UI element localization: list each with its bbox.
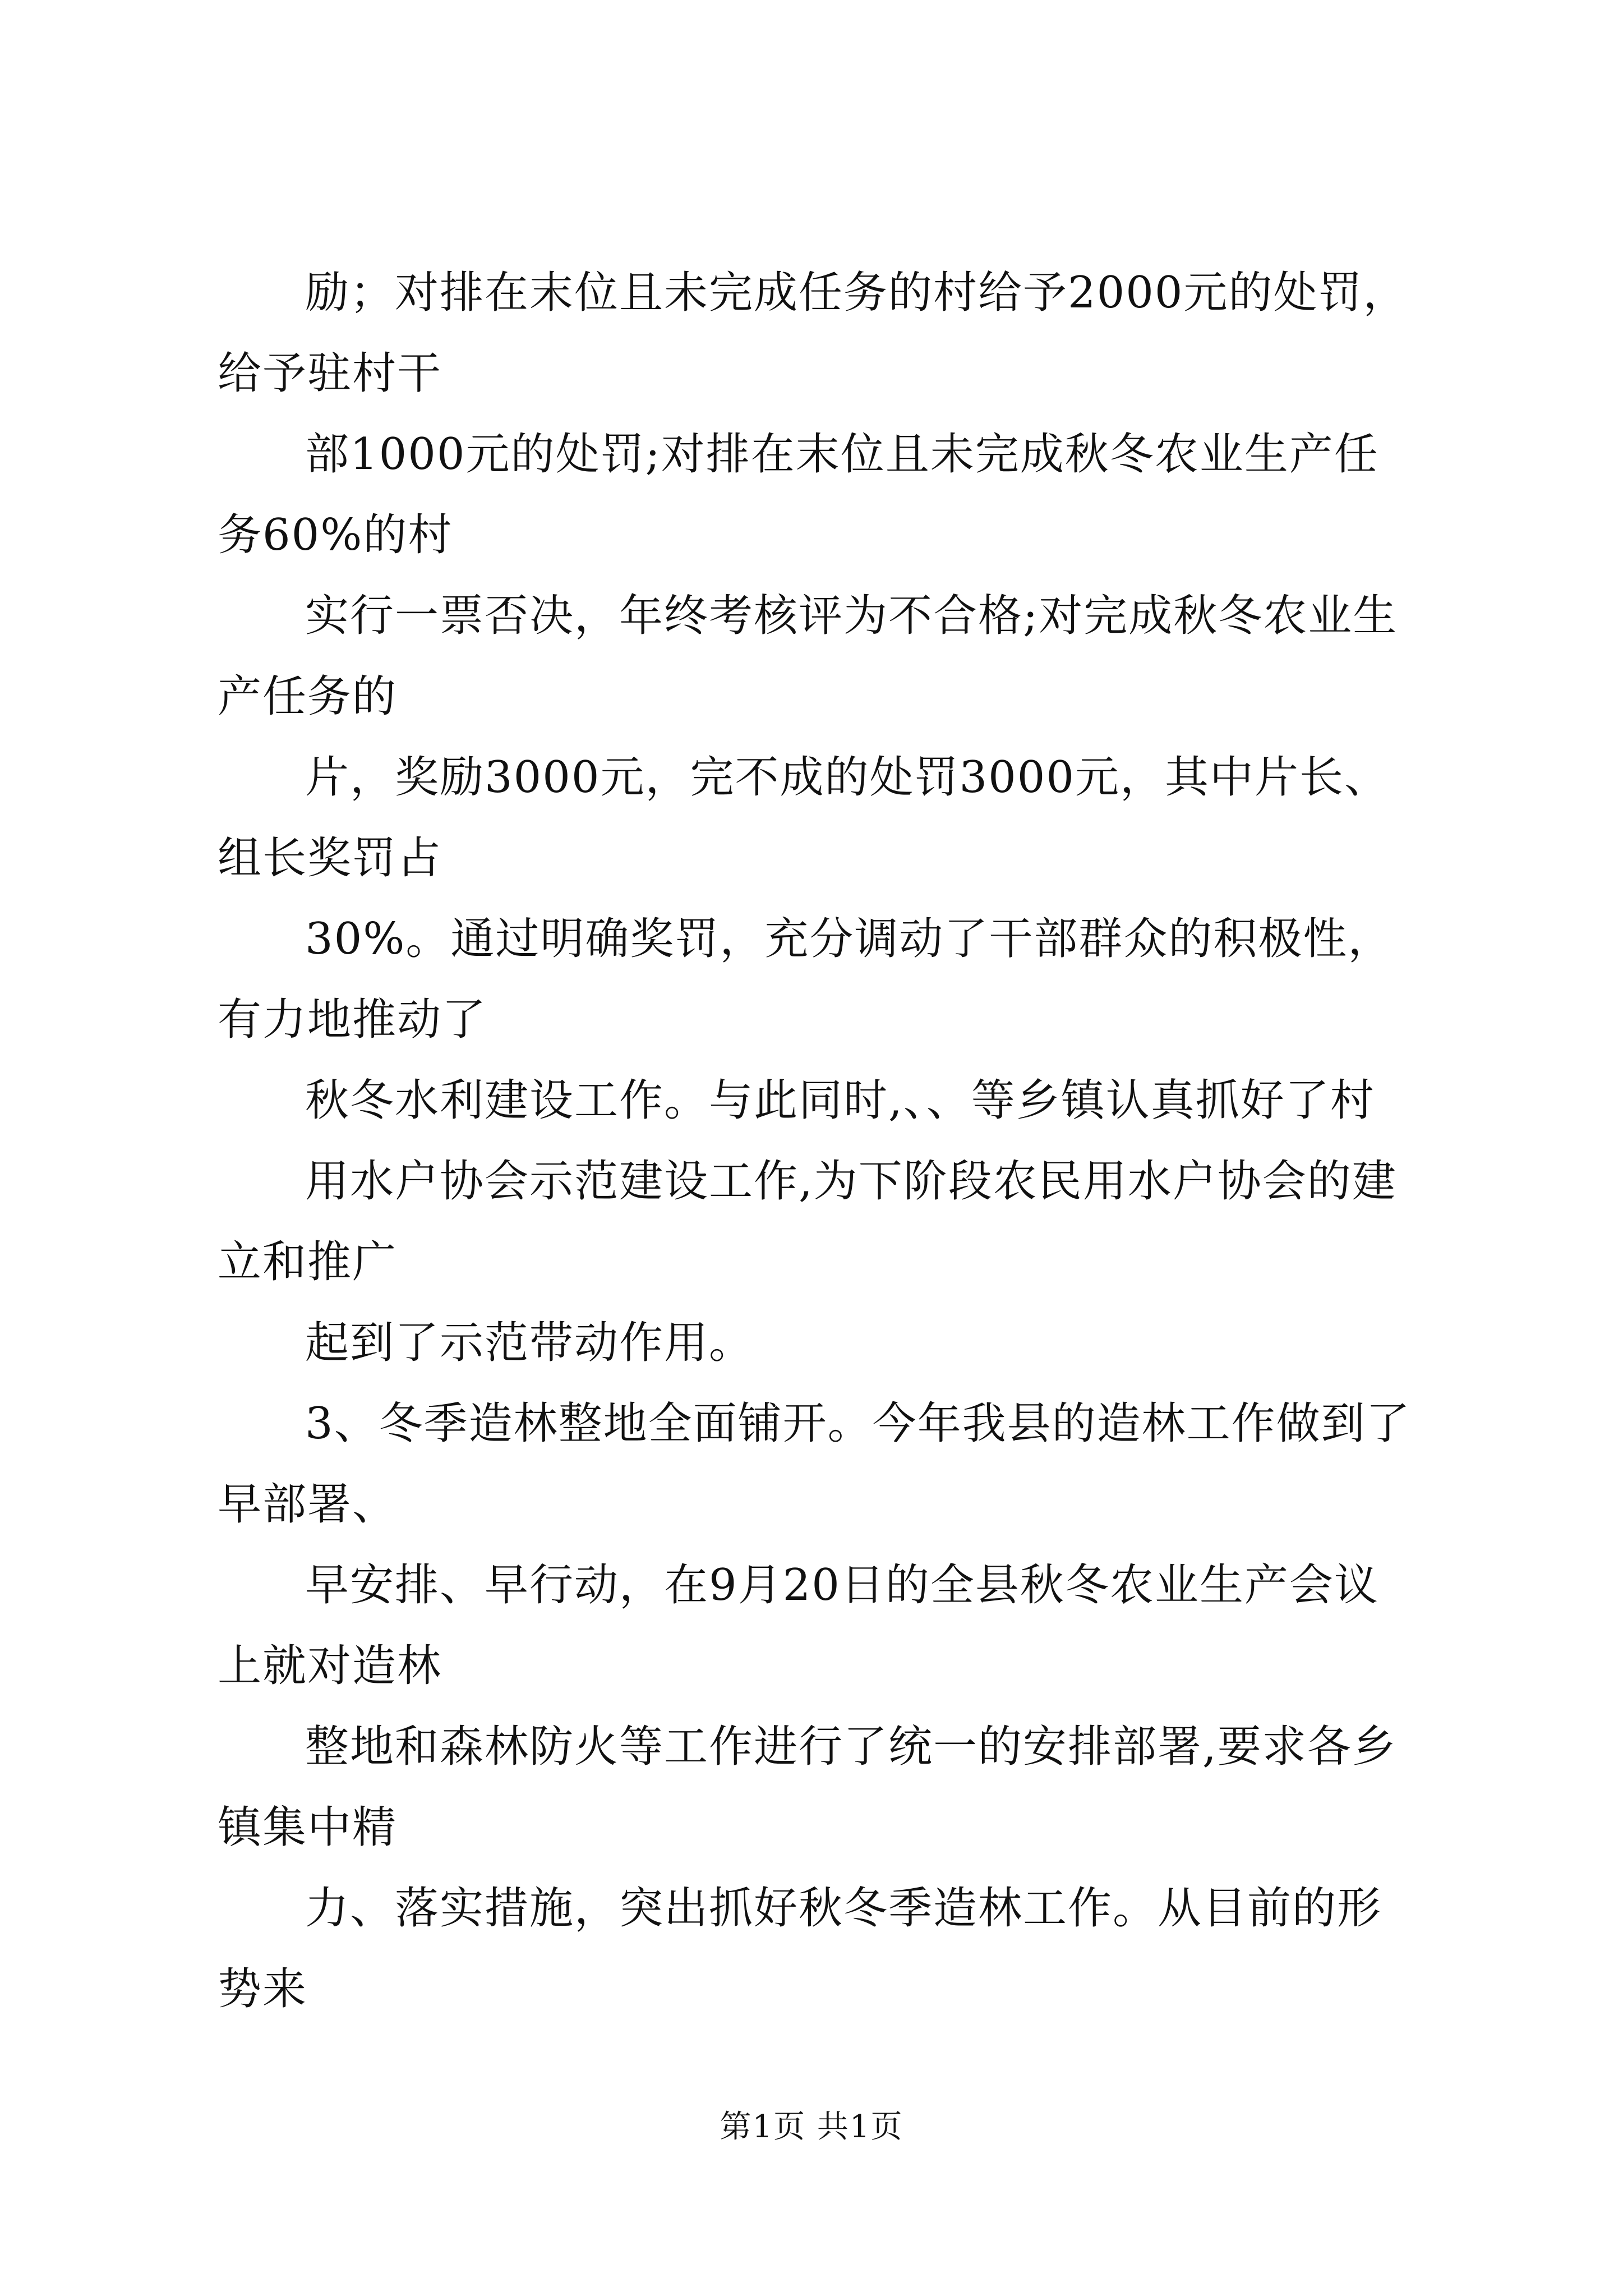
page-footer: 第1页 共1页: [720, 2109, 903, 2145]
paragraph: 起到了示范带动作用。: [305, 1318, 754, 1368]
paragraph: 3、冬季造林整地全面铺开。今年我县的造林工作做到了早部署、: [218, 1398, 1411, 1530]
paragraph: 励；对排在末位且未完成任务的村给予2000元的处罚，给予驻村干: [218, 268, 1408, 399]
paragraph: 用水户协会示范建设工作,为下阶段农民用水户协会的建立和推广: [218, 1156, 1397, 1287]
paragraph: 部1000元的处罚;对排在末位且未完成秋冬农业生产任务60%的村: [218, 429, 1379, 560]
paragraph: 力、落实措施，突出抓好秋冬季造林工作。从目前的形势来: [218, 1883, 1382, 2014]
paragraph: 整地和森林防火等工作进行了统一的安排部署,要求各乡镇集中精: [218, 1722, 1397, 1853]
paragraph: 早安排、早行动，在9月20日的全县秋冬农业生产会议上就对造林: [218, 1560, 1379, 1691]
paragraph: 秋冬水利建设工作。与此同时,、、等乡镇认真抓好了村: [305, 1075, 1375, 1126]
paragraph: 30%。通过明确奖罚，充分调动了干部群众的积极性，有力地推动了: [218, 914, 1393, 1045]
document-body: [218, 252, 1418, 2030]
paragraph: 片，奖励3000元，完不成的处罚3000元，其中片长、组长奖罚占: [218, 752, 1390, 884]
paragraph: 实行一票否决，年终考核评为不合格;对完成秋冬农业生产任务的: [218, 591, 1398, 722]
